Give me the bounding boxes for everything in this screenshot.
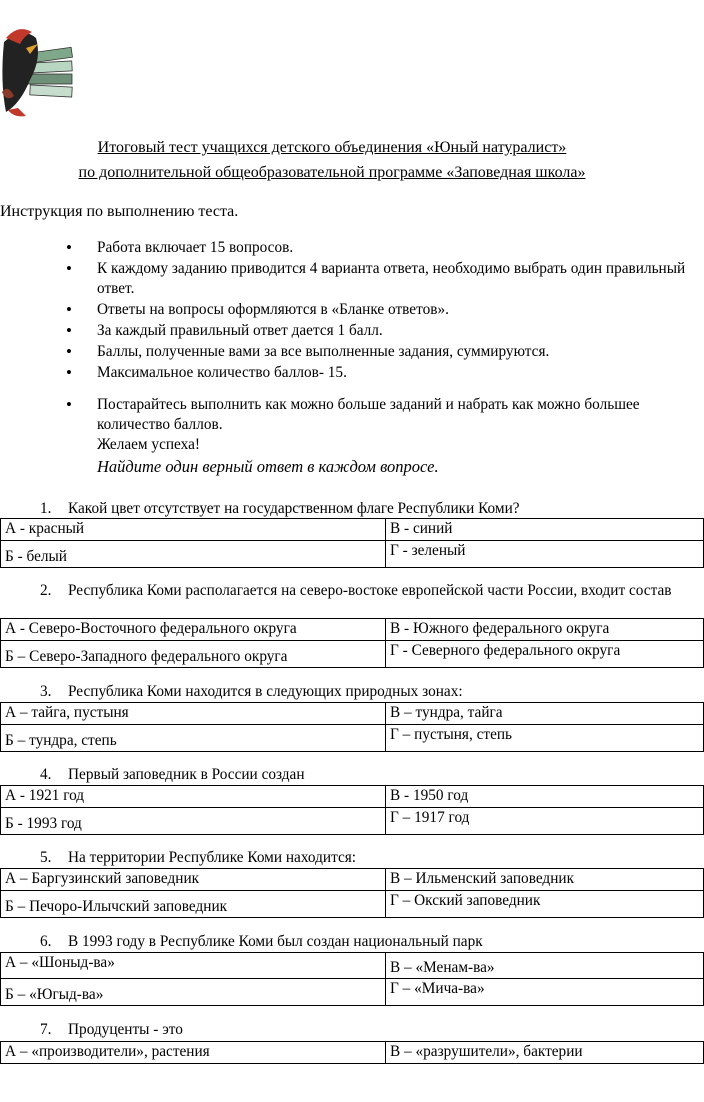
question-text: Республика Коми находится в следующих природных зонах: bbox=[68, 683, 463, 700]
logo-bird-books-icon bbox=[0, 22, 80, 120]
question-text: В 1993 году в Республике Коми был создан национальный парк bbox=[68, 933, 483, 950]
answer-a: А - Северо-Восточного федерального округа bbox=[1, 619, 386, 641]
answer-g: Г – Окский заповедник bbox=[386, 891, 704, 918]
question-text: Какой цвет отсутствует на государственном флаге Республики Коми? bbox=[68, 500, 520, 517]
wish-text: Желаем успеха! bbox=[97, 436, 200, 453]
answer-v: В - 1950 год bbox=[386, 786, 704, 808]
answers-table-2 bbox=[0, 618, 704, 668]
answer-a: А – «Шоныд-ва» bbox=[1, 953, 386, 979]
instruction-item: • К каждому заданию приводится 4 варианта ответа, необходимо выбрать один правильный ответ. bbox=[0, 259, 687, 299]
instruction-last-text: • Постарайтесь выполнить как можно больше заданий и набрать как можно большее количество баллов. bbox=[97, 396, 640, 433]
test-title-line1: Итоговый тест учащихся детского объединения «Юный натуралист» bbox=[97, 139, 567, 156]
answer-b: Б – тундра, степь bbox=[1, 725, 386, 752]
question-text: Первый заповедник в России создан bbox=[68, 766, 305, 783]
answer-g: Г - Северного федерального округа bbox=[386, 641, 704, 668]
question-number: 6. bbox=[40, 933, 52, 950]
question-number: 7. bbox=[40, 1021, 52, 1038]
question-6 bbox=[0, 932, 704, 951]
answer-g: Г – 1917 год bbox=[386, 808, 704, 835]
question-text: На территории Республике Коми находится: bbox=[68, 849, 357, 866]
instruction-item: • Максимальное количество баллов- 15. bbox=[0, 363, 687, 383]
answer-v: В – Ильменский заповедник bbox=[386, 869, 704, 891]
answer-b: Б - белый bbox=[1, 541, 386, 568]
answer-v: В – «разрушители», бактерии bbox=[386, 1042, 704, 1064]
answer-b: Б – Северо-Западного федерального округа bbox=[1, 641, 386, 668]
instruction-item bbox=[0, 395, 687, 477]
answer-g: Г - зеленый bbox=[386, 541, 704, 568]
answer-b: Б – Печоро-Илычский заповедник bbox=[1, 891, 386, 918]
answer-a: А – тайга, пустыня bbox=[1, 703, 386, 725]
answer-v: В - Южного федерального округа bbox=[386, 619, 704, 641]
question-number: 1. bbox=[40, 500, 52, 517]
instruction-item: • Ответы на вопросы оформляются в «Бланке ответов». bbox=[0, 300, 687, 320]
question-7 bbox=[0, 1020, 704, 1039]
answers-table-3 bbox=[0, 702, 704, 752]
question-number: 4. bbox=[40, 766, 52, 783]
question-text: Республика Коми располагается на северо-востоке европейской части России, входит состав bbox=[68, 582, 672, 599]
question-3 bbox=[0, 682, 704, 701]
answer-v: В – тундра, тайга bbox=[386, 703, 704, 725]
italic-note: Найдите один верный ответ в каждом вопросе. bbox=[97, 457, 439, 476]
instructions-list bbox=[0, 238, 704, 478]
answer-b: Б - 1993 год bbox=[1, 808, 386, 835]
answer-a: А – «производители», растения bbox=[1, 1042, 386, 1064]
answer-a: А - красный bbox=[1, 519, 386, 541]
answers-table-1 bbox=[0, 518, 704, 568]
answer-g: Г – пустыня, степь bbox=[386, 725, 704, 752]
instruction-item: • Работа включает 15 вопросов. bbox=[0, 238, 687, 258]
question-number: 2. bbox=[40, 582, 52, 599]
answer-a: А – Баргузинский заповедник bbox=[1, 869, 386, 891]
instruction-item: • За каждый правильный ответ дается 1 балл. bbox=[0, 321, 687, 341]
instruction-item: • Баллы, полученные вами за все выполненные задания, суммируются. bbox=[0, 342, 687, 362]
answers-table-7 bbox=[0, 1041, 704, 1064]
answers-table-5 bbox=[0, 868, 704, 918]
instructions-heading: Инструкция по выполнению теста. bbox=[0, 203, 239, 220]
question-1 bbox=[0, 499, 704, 518]
question-number: 3. bbox=[40, 683, 52, 700]
answers-table-4 bbox=[0, 785, 704, 835]
question-4 bbox=[0, 765, 704, 784]
answer-v: В – «Менам-ва» bbox=[386, 953, 704, 979]
question-text: Продуценты - это bbox=[68, 1021, 183, 1038]
answer-a: А - 1921 год bbox=[1, 786, 386, 808]
question-5 bbox=[0, 848, 704, 867]
question-2 bbox=[0, 581, 704, 600]
test-title-line2: по дополнительной общеобразовательной программе «Заповедная школа» bbox=[78, 164, 586, 181]
answer-v: В - синий bbox=[386, 519, 704, 541]
question-number: 5. bbox=[40, 849, 52, 866]
answers-table-6 bbox=[0, 952, 704, 1006]
answer-b: Б – «Югыд-ва» bbox=[1, 979, 386, 1006]
answer-g: Г – «Мича-ва» bbox=[386, 979, 704, 1006]
